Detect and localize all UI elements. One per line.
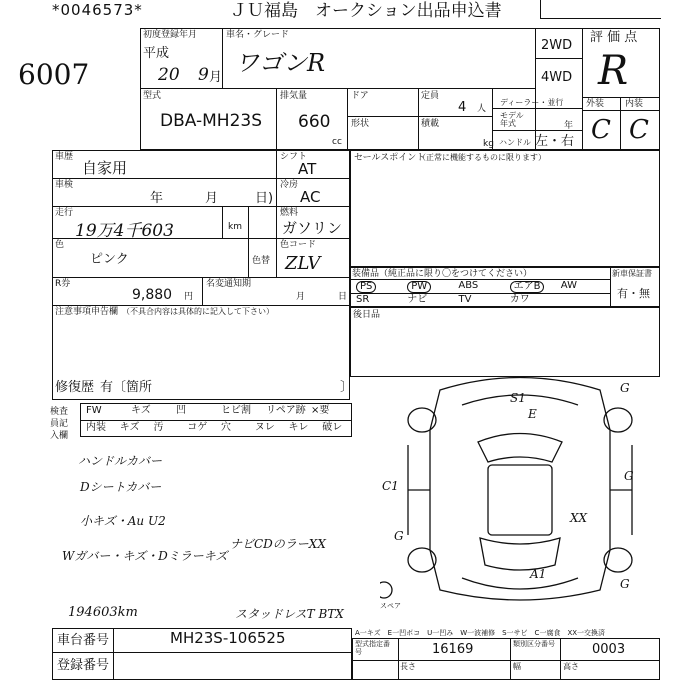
- diagram-mark-a1: A1: [530, 567, 547, 581]
- spare-tire: [380, 582, 392, 598]
- rear-window: [480, 538, 560, 570]
- first-reg-month: 9: [198, 65, 209, 85]
- inspector-label: 検査員記入欄: [50, 407, 69, 441]
- mileage-label: 走行: [55, 208, 74, 218]
- car-name-label: 車名・グレード: [226, 30, 290, 40]
- equipment-item-r1-0: PS: [356, 281, 376, 293]
- inspector-check-a-2: 凹: [176, 405, 186, 416]
- equipment-item-r2-3: カワ: [509, 294, 530, 305]
- handwritten-mileage: 194603km: [68, 605, 138, 620]
- drive-4wd: 4WD: [541, 70, 573, 85]
- aftermarket-label: 後日品: [353, 310, 381, 320]
- color-label: 色: [55, 240, 65, 250]
- capacity-value: 4: [458, 100, 467, 115]
- exterior-grade: C: [591, 115, 611, 145]
- width-label: 幅: [513, 662, 521, 671]
- shaken-year-unit: 年: [150, 191, 164, 206]
- spare-label: スペア: [380, 602, 401, 610]
- model-year-unit: 年: [564, 121, 574, 131]
- equipment-item-r1-2: ABS: [458, 280, 479, 291]
- shift-label: シフト: [280, 152, 308, 162]
- category-number: 0003: [592, 642, 626, 657]
- lot-number: 6007: [18, 58, 90, 91]
- form-title: ＪＵ福島 オークション出品申込書: [230, 1, 502, 21]
- notes-sub: （不具合内容は具体的に記入して下さい）: [122, 307, 274, 316]
- chassis-label: 車台番号: [57, 633, 110, 648]
- interior-label: 内装: [625, 99, 644, 109]
- shaken-day-unit: 日): [255, 191, 274, 206]
- car-damage-diagram: [380, 350, 660, 630]
- fuel-label: 燃料: [280, 208, 299, 218]
- diagram-mark-g-right: G: [624, 469, 634, 483]
- warranty-label: 新車保証書: [612, 269, 652, 278]
- cooler-label: 冷房: [280, 180, 299, 190]
- diagram-mark-s1: S1: [510, 391, 526, 405]
- height-label: 高さ: [563, 662, 579, 671]
- first-reg-era: 平成: [143, 46, 170, 61]
- fuel-value: ガソリン: [282, 219, 343, 237]
- color-code-value: ZLV: [285, 253, 321, 274]
- shaken-month-unit: 月: [205, 191, 219, 206]
- designation-number: 16169: [432, 642, 474, 657]
- displacement-label: 排気量: [280, 91, 308, 101]
- equipment-item-r1-4: AW: [560, 280, 577, 291]
- usage-value: 自家用: [82, 159, 128, 177]
- diagram-mark-g-front-right: G: [620, 381, 630, 395]
- sales-point-box: [350, 150, 660, 267]
- wheel-rear-right: [604, 548, 632, 572]
- color-code-label: 色コード: [280, 240, 317, 250]
- model-code: DBA-MH23S: [160, 111, 263, 131]
- color-value: ピンク: [90, 252, 129, 267]
- inspector-check-b-2: 汚: [153, 422, 164, 433]
- repair-label: 修復歴: [55, 380, 95, 395]
- inspector-check-a-0: FW: [86, 405, 102, 416]
- inspector-check-b-4: 穴: [221, 422, 231, 433]
- notes-label: 注意事項申告欄: [55, 307, 119, 317]
- designation-label: 型式指定番号: [355, 640, 390, 656]
- barcode-serial: *0046573*: [52, 1, 143, 19]
- capacity-unit: 人: [477, 104, 487, 114]
- load-label: 積載: [421, 119, 440, 129]
- length-label: 長さ: [400, 662, 416, 671]
- diagram-mark-g-rear-right: G: [620, 577, 630, 591]
- drive-2wd: 2WD: [541, 38, 573, 53]
- first-reg-year: 20: [158, 65, 180, 85]
- mileage-unit: km: [228, 222, 242, 232]
- equipment-item-r2-1: ナビ: [407, 294, 428, 305]
- usage-label: 車歴: [55, 152, 74, 162]
- equipment-item-r1-1: PW: [407, 281, 431, 293]
- capacity-label: 定員: [421, 91, 440, 101]
- inspector-check-b-3: コゲ: [187, 422, 208, 433]
- warranty-value: 有・無: [617, 287, 650, 300]
- inspector-check-b-7: 破レ: [322, 422, 343, 433]
- recycle-label: R券: [55, 279, 71, 289]
- sales-point-label: セールスポイント: [354, 153, 426, 163]
- handle-label: ハンドル: [499, 138, 531, 147]
- handle-value: 左・右: [535, 134, 575, 149]
- door-left: [408, 445, 430, 535]
- handwritten-note-4: Wガバー・キズ・Dミラーキズ: [62, 549, 228, 563]
- inspector-check-a-5: ×要: [311, 405, 330, 416]
- rating-score: R: [598, 48, 629, 94]
- diagram-mark-e: E: [528, 407, 537, 421]
- interior-grade: C: [629, 115, 649, 145]
- first-reg-label: 初度登録年月: [143, 30, 198, 40]
- wheel-front-left: [408, 408, 436, 432]
- mileage-value: 19万4千603: [75, 221, 174, 241]
- shaken-label: 車検: [55, 180, 74, 190]
- repair-close: 〕: [340, 380, 354, 395]
- wheel-front-right: [604, 408, 632, 432]
- cooler-value: AC: [300, 188, 321, 206]
- inspector-check-a-4: リペア跡: [266, 405, 306, 416]
- damage-legend: A一キズ E一凹ボコ U一凹み W一波補修 S一サビ C一腐食 XX一交換済: [355, 629, 606, 637]
- repaint-label: 色替: [252, 256, 271, 266]
- header-corner-box: [540, 0, 661, 19]
- windshield: [478, 434, 562, 463]
- inspector-check-b-5: ヌレ: [254, 422, 275, 433]
- diagram-mark-c1: C1: [382, 479, 399, 493]
- sales-point-sub: （正常に機能するものに限ります）: [418, 153, 546, 162]
- repair-value: 有〔箇所: [100, 380, 153, 395]
- diagram-mark-g-left: G: [394, 529, 404, 543]
- chassis-number: MH23S-106525: [170, 629, 286, 647]
- recycle-unit: 円: [184, 292, 194, 302]
- load-unit: kg: [483, 139, 494, 149]
- rating-label: 評 価 点: [590, 30, 638, 45]
- notice-day-unit: 日: [338, 292, 348, 302]
- displacement-unit: cc: [332, 137, 342, 147]
- roof: [488, 465, 552, 535]
- exterior-label: 外装: [586, 99, 605, 109]
- notice-label: 名変通知期: [206, 279, 252, 289]
- model-label: 型式: [143, 91, 162, 101]
- inspector-check-b-0: 内装: [86, 422, 106, 433]
- equipment-item-r1-3: エアB: [510, 281, 545, 293]
- displacement-value: 660: [298, 112, 331, 132]
- car-body-outline: [430, 378, 610, 601]
- first-reg-month-unit: 月: [209, 70, 223, 85]
- handwritten-note-6: スタッドレスT BTX: [235, 607, 344, 621]
- notice-month-unit: 月: [296, 292, 306, 302]
- dealer-label: ディーラー・並行: [500, 98, 564, 107]
- inspector-check-b-1: キズ: [119, 422, 140, 433]
- inspector-check-b-6: キレ: [288, 422, 309, 433]
- trunk: [462, 578, 578, 589]
- handwritten-note-2: Dシートカバー: [80, 480, 162, 494]
- shift-value: AT: [298, 160, 317, 178]
- category-label: 類別区分番号: [513, 640, 555, 648]
- equipment-item-r2-0: SR: [356, 294, 370, 305]
- registration-label: 登録番号: [57, 658, 110, 673]
- inspector-check-a-1: キズ: [131, 405, 151, 416]
- equipment-item-r2-2: TV: [458, 294, 472, 305]
- model-year-label: モデル年式: [500, 111, 524, 128]
- handwritten-note-1: ハンドルカバー: [78, 454, 163, 468]
- wheel-rear-left: [408, 548, 436, 572]
- equipment-label: 装備品（純正品に限り〇をつけてください）: [352, 269, 533, 279]
- handwritten-note-3: 小キズ・Au U2: [80, 514, 166, 528]
- diagram-mark-xx: XX: [570, 511, 588, 525]
- car-name: ワゴンR: [235, 49, 326, 77]
- recycle-value: 9,880: [132, 287, 173, 303]
- door-right: [610, 445, 632, 535]
- handwritten-note-5: ナビCDのラーXX: [230, 537, 326, 551]
- door-label: ドア: [351, 91, 369, 101]
- inspector-check-a-3: ヒビ割: [221, 405, 251, 416]
- shape-label: 形状: [351, 119, 370, 129]
